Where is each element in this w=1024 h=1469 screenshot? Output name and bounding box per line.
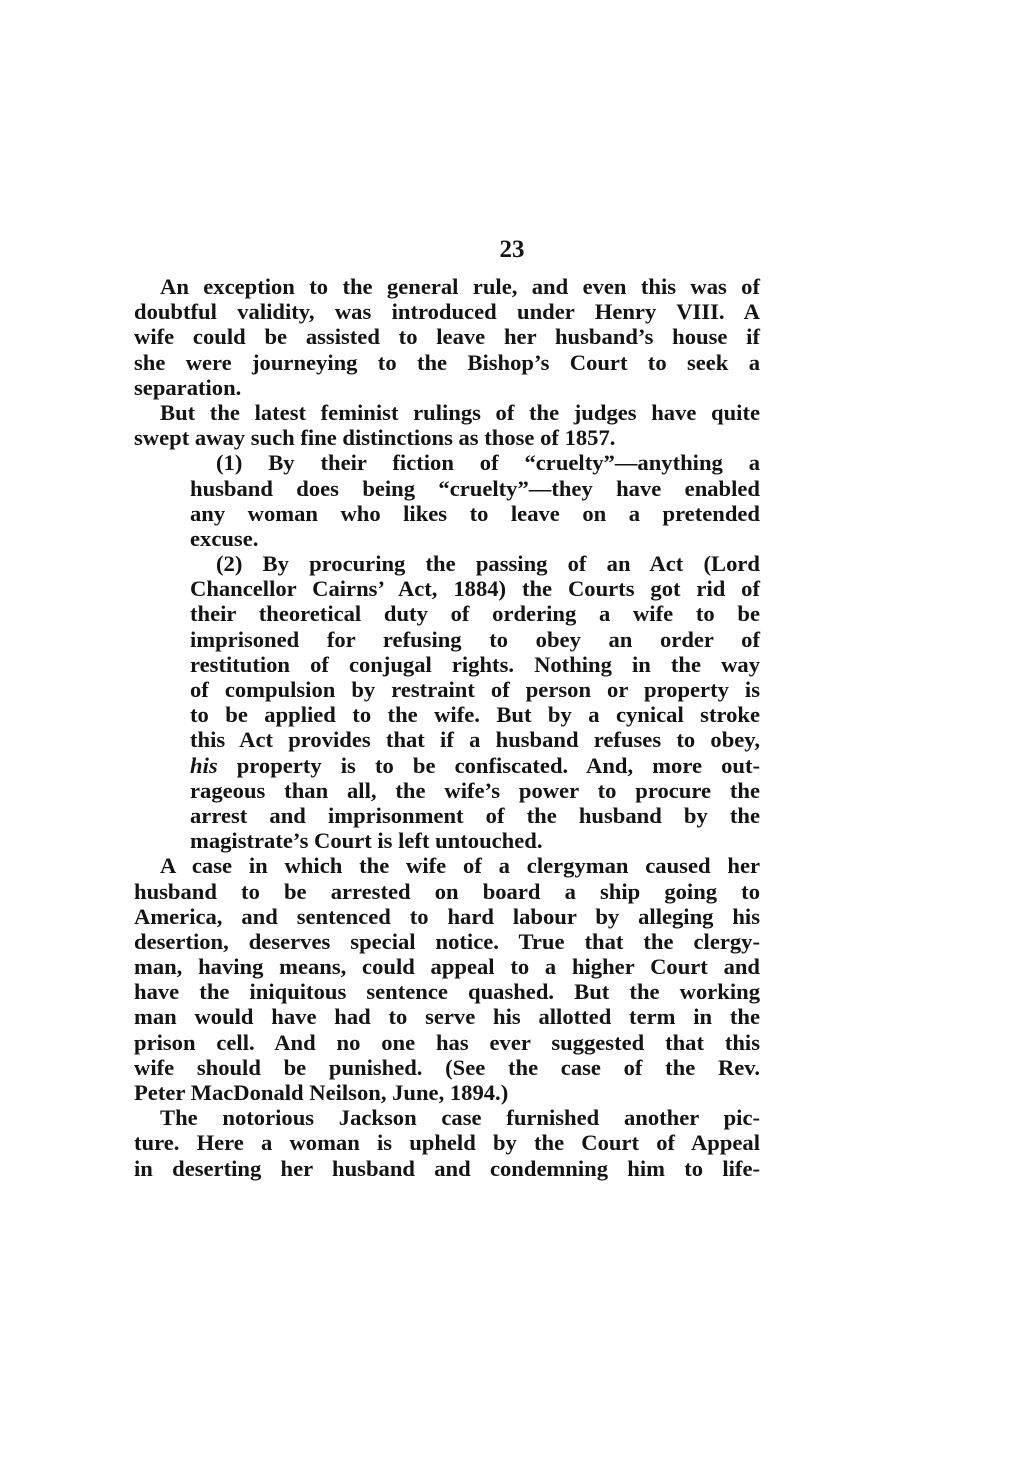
body-text (134, 274, 760, 1181)
text-line: of compulsion by restraint of person or property is (190, 677, 760, 702)
text-line: have the iniquitous sentence quashed. But the working (134, 979, 760, 1005)
text-line: restitution of conjugal rights. Nothing in the way (190, 651, 760, 677)
text-line: she were journeying to the Bishop’s Court to seek a (134, 349, 760, 375)
text-line: arrest and imprisonment of the husband by the (190, 802, 760, 828)
text-line: (1) By their fiction of “cruelty”—anything a (216, 450, 760, 476)
paragraph (134, 400, 760, 450)
text-line: But the latest feminist rulings of the judges have quite (160, 399, 760, 425)
text-line: man, having means, could appeal to a higher Court and (134, 954, 760, 980)
text-line: this Act provides that if a husband refuses to obey, (190, 727, 760, 753)
text-line: The notorious Jackson case furnished another pic- (160, 1105, 760, 1131)
text-line: prison cell. And no one has ever suggested that this (134, 1029, 760, 1055)
text-line: imprisoned for refusing to obey an order of (190, 626, 760, 652)
text-line: wife could be assisted to leave her husband’s house if (134, 324, 760, 350)
text-line: in deserting her husband and condemning him to life- (134, 1155, 760, 1181)
text-line: magistrate’s Court is left untouched. (190, 828, 543, 854)
text-line: their theoretical duty of ordering a wife to be (190, 601, 760, 627)
numbered-paragraph (134, 551, 760, 853)
text-line: A case in which the wife of a clergyman caused her (160, 853, 760, 879)
text-line: Chancellor Cairns’ Act, 1884) the Courts got rid of (190, 576, 760, 602)
text-line: excuse. (190, 525, 259, 551)
text-line: separation. (134, 374, 242, 400)
paragraph (134, 274, 760, 400)
text-line: wife should be punished. (See the case of the Rev. (134, 1054, 760, 1080)
text-line: (2) By procuring the passing of an Act (Lord (216, 551, 760, 577)
text-line: ture. Here a woman is upheld by the Court of Appeal (134, 1130, 760, 1156)
page-number: 23 (499, 236, 525, 263)
numbered-paragraph (134, 450, 760, 551)
paragraph (134, 1105, 760, 1181)
italic-word: his (190, 752, 218, 778)
text-line: swept away such fine distinctions as those of 1857. (134, 425, 616, 451)
text-line: desertion, deserves special notice. True that the clergy- (134, 928, 760, 954)
text-line: America, and sentenced to hard labour by alleging his (134, 903, 760, 929)
text-line: doubtful validity, was introduced under Henry VIII. A (134, 299, 760, 325)
text-line: rageous than all, the wife’s power to procure the (190, 777, 760, 803)
text-line: any woman who likes to leave on a pretended (190, 500, 760, 526)
text-line: husband does being “cruelty”—they have enabled (190, 475, 760, 501)
text-line: Peter MacDonald Neilson, June, 1894.) (134, 1080, 509, 1105)
text-line: An exception to the general rule, and even this was of (160, 274, 760, 299)
text-line: man would have had to serve his allotted term in the (134, 1004, 760, 1030)
text-line-italic-start: his property is to be confiscated. And, more out- (190, 752, 760, 778)
text-line: husband to be arrested on board a ship going to (134, 878, 760, 904)
paragraph (134, 853, 760, 1105)
text-line: to be applied to the wife. But by a cynical stroke (190, 702, 760, 728)
